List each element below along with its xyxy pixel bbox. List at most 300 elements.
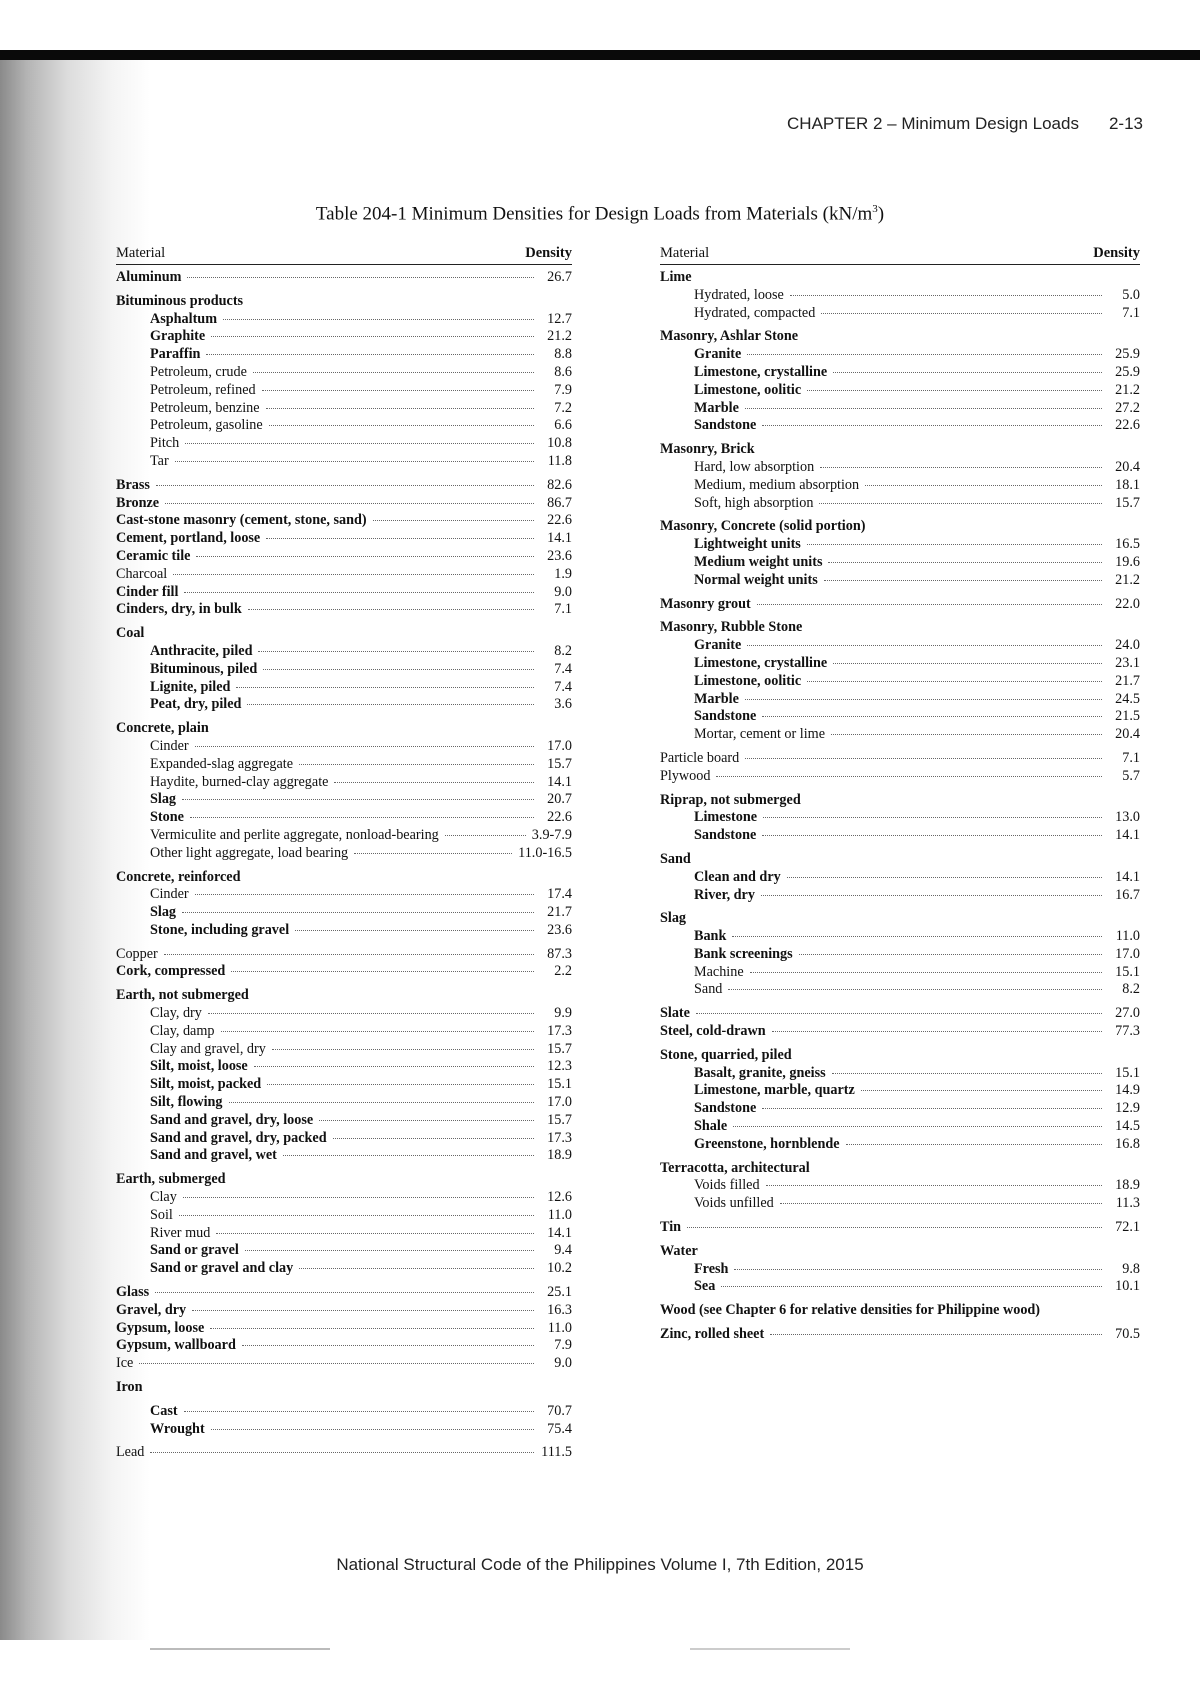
material-row <box>116 1242 572 1260</box>
material-name: Hard, low absorption <box>694 458 815 475</box>
density-value: 27.2 <box>1115 399 1140 416</box>
density-value: 15.7 <box>1115 494 1140 511</box>
dot-leader <box>242 1344 534 1346</box>
density-value: 17.3 <box>547 1022 572 1039</box>
material-name: Anthracite, piled <box>150 642 253 659</box>
density-value: 23.6 <box>547 547 572 564</box>
dot-leader <box>780 1202 1102 1204</box>
material-name: Bank screenings <box>694 945 793 962</box>
dot-leader <box>211 1428 534 1430</box>
dot-leader <box>283 1154 534 1156</box>
material-row <box>116 400 572 418</box>
density-value: 22.6 <box>547 809 572 826</box>
material-group-row <box>660 1160 1140 1178</box>
material-row <box>660 946 1140 964</box>
dot-leader <box>770 1333 1102 1335</box>
density-value: 16.8 <box>1115 1135 1140 1152</box>
material-name: Medium, medium absorption <box>694 476 860 493</box>
density-value: 27.0 <box>1115 1005 1140 1022</box>
dot-leader <box>211 335 534 337</box>
material-row <box>116 328 572 346</box>
density-value: 17.4 <box>547 886 572 903</box>
density-value: 7.1 <box>1122 749 1140 766</box>
dot-leader <box>865 484 1102 486</box>
density-value: 2.2 <box>554 963 572 980</box>
density-value: 21.2 <box>1115 381 1140 398</box>
left-column <box>116 244 572 1462</box>
left-column-header <box>116 244 572 265</box>
material-row <box>660 536 1140 554</box>
material-name: Clay, dry <box>150 1005 202 1022</box>
material-group-row <box>660 1047 1140 1065</box>
density-value: 9.0 <box>554 583 572 600</box>
material-row <box>660 673 1140 691</box>
chapter-title: CHAPTER 2 – Minimum Design Loads <box>787 114 1079 133</box>
material-name: Cement, portland, loose <box>116 530 261 547</box>
material-name: Masonry, Concrete (solid portion) <box>660 518 866 535</box>
dot-leader <box>772 1030 1102 1032</box>
material-row <box>660 809 1140 827</box>
density-value: 22.0 <box>1115 595 1140 612</box>
dot-leader <box>208 1012 534 1014</box>
density-value: 111.5 <box>541 1444 572 1461</box>
material-group-row <box>116 987 572 1005</box>
density-value: 25.1 <box>547 1284 572 1301</box>
material-name: Normal weight units <box>694 571 818 588</box>
density-value: 8.8 <box>554 346 572 363</box>
material-name: Limestone, oolitic <box>694 672 802 689</box>
material-row <box>660 827 1140 845</box>
material-row <box>116 1005 572 1023</box>
material-name: Iron <box>116 1379 143 1396</box>
material-name: Cinder <box>150 886 189 903</box>
material-row <box>116 548 572 566</box>
scan-bottom-mark <box>150 1648 330 1650</box>
material-name: Sand <box>660 850 691 867</box>
material-row <box>660 400 1140 418</box>
material-row <box>116 922 572 940</box>
running-header <box>787 114 1143 134</box>
dot-leader <box>828 561 1102 563</box>
material-row <box>660 554 1140 572</box>
material-name: Brass <box>116 476 150 493</box>
dot-leader <box>807 543 1102 545</box>
material-name: Stone, quarried, piled <box>660 1046 792 1063</box>
density-value: 16.3 <box>547 1301 572 1318</box>
density-value: 20.4 <box>1115 458 1140 475</box>
material-name: Silt, moist, loose <box>150 1058 248 1075</box>
density-value: 14.1 <box>547 530 572 547</box>
material-row <box>660 691 1140 709</box>
dot-leader <box>334 781 534 783</box>
dot-leader <box>266 407 534 409</box>
material-row <box>660 417 1140 435</box>
material-name: Limestone, oolitic <box>694 381 802 398</box>
material-name: Zinc, rolled sheet <box>660 1326 765 1343</box>
material-name: Shale <box>694 1118 728 1135</box>
material-row <box>116 453 572 471</box>
material-row <box>660 1100 1140 1118</box>
material-row <box>116 1225 572 1243</box>
material-name: Charcoal <box>116 565 168 582</box>
dot-leader <box>807 389 1102 391</box>
dot-leader <box>354 852 512 854</box>
density-value: 77.3 <box>1115 1023 1140 1040</box>
material-group-row <box>660 441 1140 459</box>
density-value: 15.1 <box>547 1076 572 1093</box>
density-value: 14.1 <box>547 773 572 790</box>
dot-leader <box>263 668 534 670</box>
material-name: Petroleum, crude <box>150 363 247 380</box>
dot-leader <box>762 1107 1102 1109</box>
material-name: Slate <box>660 1005 690 1022</box>
density-value: 17.0 <box>547 1094 572 1111</box>
material-row <box>660 1005 1140 1023</box>
material-row <box>116 530 572 548</box>
density-value: 21.7 <box>547 904 572 921</box>
material-row <box>116 584 572 602</box>
dot-leader <box>231 970 534 972</box>
material-name: Water <box>660 1242 698 1259</box>
material-name: Petroleum, refined <box>150 381 256 398</box>
density-value: 25.9 <box>1115 346 1140 363</box>
dot-leader <box>790 294 1102 296</box>
material-name: Stone, including gravel <box>150 921 290 938</box>
material-group-row <box>660 792 1140 810</box>
material-row <box>116 1112 572 1130</box>
material-row <box>660 981 1140 999</box>
dot-leader <box>190 816 534 818</box>
material-group-row <box>660 619 1140 637</box>
material-name: River mud <box>150 1224 211 1241</box>
material-row <box>116 756 572 774</box>
material-row <box>116 1421 572 1439</box>
material-row <box>660 1118 1140 1136</box>
material-row <box>116 566 572 584</box>
material-name: Particle board <box>660 749 740 766</box>
density-value: 75.4 <box>547 1420 572 1437</box>
dot-leader <box>184 1410 534 1412</box>
density-value: 5.0 <box>1122 286 1140 303</box>
density-value: 10.2 <box>547 1260 572 1277</box>
density-value: 11.0-16.5 <box>518 844 572 861</box>
material-row <box>116 963 572 981</box>
material-row <box>660 287 1140 305</box>
material-name: Masonry, Brick <box>660 441 755 458</box>
density-value: 15.1 <box>1115 963 1140 980</box>
density-value: 8.2 <box>1122 981 1140 998</box>
material-name: Petroleum, gasoline <box>150 417 263 434</box>
material-name: Petroleum, benzine <box>150 399 260 416</box>
density-value: 8.2 <box>554 642 572 659</box>
material-group-row <box>660 1243 1140 1261</box>
material-name: Gravel, dry <box>116 1301 187 1318</box>
table-title-superscript: 3 <box>872 203 878 215</box>
dot-leader <box>299 763 534 765</box>
density-value: 9.4 <box>554 1242 572 1259</box>
material-name: Limestone, crystalline <box>694 654 828 671</box>
density-value: 21.2 <box>1115 571 1140 588</box>
page-number: 2-13 <box>1108 114 1143 133</box>
material-name: Greenstone, hornblende <box>694 1135 840 1152</box>
material-row <box>660 964 1140 982</box>
material-row <box>660 495 1140 513</box>
density-value: 17.0 <box>1115 945 1140 962</box>
density-value: 19.6 <box>1115 553 1140 570</box>
table-title-end: ) <box>877 203 885 225</box>
right-column <box>660 244 1140 1344</box>
material-row <box>116 417 572 435</box>
density-value: 9.8 <box>1122 1260 1140 1277</box>
material-row <box>116 601 572 619</box>
material-row <box>116 1058 572 1076</box>
density-value: 3.6 <box>554 696 572 713</box>
material-name: Lime <box>660 269 692 285</box>
material-name: Graphite <box>150 328 206 345</box>
density-value: 16.5 <box>1115 536 1140 553</box>
density-value: 10.8 <box>547 435 572 452</box>
material-group-row <box>660 1302 1140 1320</box>
dot-leader <box>221 1030 535 1032</box>
material-name: Slag <box>150 791 177 808</box>
density-value: 21.5 <box>1115 708 1140 725</box>
material-row <box>660 1136 1140 1154</box>
density-value: 9.0 <box>554 1355 572 1372</box>
material-name: Sandstone <box>694 827 757 844</box>
material-group-row <box>116 293 572 311</box>
table-title <box>0 203 1200 225</box>
dot-leader <box>236 686 534 688</box>
material-row <box>660 1023 1140 1041</box>
dot-leader <box>687 1226 1102 1228</box>
material-row <box>660 1065 1140 1083</box>
dot-leader <box>179 1214 534 1216</box>
material-name: Slag <box>660 910 687 927</box>
density-value: 7.9 <box>554 1337 572 1354</box>
scan-top-border <box>0 50 1200 60</box>
material-name: Sea <box>694 1278 716 1295</box>
material-row <box>660 1278 1140 1296</box>
density-value: 11.0 <box>547 1319 572 1336</box>
density-value: 70.7 <box>547 1402 572 1419</box>
density-value: 14.9 <box>1115 1082 1140 1099</box>
material-name: Fresh <box>694 1260 729 1277</box>
material-row <box>116 774 572 792</box>
dot-leader <box>696 1012 1102 1014</box>
dot-leader <box>787 876 1102 878</box>
density-value: 15.7 <box>547 1111 572 1128</box>
material-row <box>660 305 1140 323</box>
dot-leader <box>295 929 534 931</box>
material-row <box>660 1261 1140 1279</box>
material-row <box>660 1082 1140 1100</box>
material-name: Stone <box>150 809 184 826</box>
dot-leader <box>165 502 534 504</box>
material-row <box>660 869 1140 887</box>
dot-leader <box>750 971 1102 973</box>
dot-leader <box>182 798 534 800</box>
dot-leader <box>732 935 1102 937</box>
density-value: 14.1 <box>1115 827 1140 844</box>
material-row <box>116 1147 572 1165</box>
table-title-text: Table 204-1 Minimum Densities for Design Loads from Materials (kN/m <box>315 203 873 225</box>
material-group-row <box>660 910 1140 928</box>
dot-leader <box>195 893 534 895</box>
density-value: 7.4 <box>554 678 572 695</box>
density-value: 3.9-7.9 <box>531 826 572 843</box>
material-name: Voids unfilled <box>694 1195 774 1212</box>
material-row <box>116 1355 572 1373</box>
dot-leader <box>333 1137 534 1139</box>
density-value: 13.0 <box>1115 809 1140 826</box>
density-value: 17.0 <box>547 737 572 754</box>
material-row <box>660 655 1140 673</box>
dot-leader <box>229 1101 534 1103</box>
material-name: Earth, not submerged <box>116 987 249 1004</box>
material-name: Masonry, Ashlar Stone <box>660 328 799 345</box>
dot-leader <box>210 1327 534 1329</box>
density-value: 21.7 <box>1115 672 1140 689</box>
dot-leader <box>258 650 534 652</box>
material-row <box>116 696 572 714</box>
density-value: 14.1 <box>1115 868 1140 885</box>
material-row <box>660 637 1140 655</box>
dot-leader <box>745 757 1102 759</box>
right-rows <box>660 269 1140 1344</box>
density-value: 18.1 <box>1115 476 1140 493</box>
density-value: 22.6 <box>1115 417 1140 434</box>
density-value: 18.9 <box>1115 1177 1140 1194</box>
dot-leader <box>821 312 1102 314</box>
dot-leader <box>861 1089 1102 1091</box>
material-row <box>116 435 572 453</box>
material-name: Limestone, crystalline <box>694 363 828 380</box>
density-value: 16.7 <box>1115 886 1140 903</box>
density-value: 22.6 <box>547 512 572 529</box>
material-name: Lignite, piled <box>150 678 231 695</box>
material-row <box>116 477 572 495</box>
density-header: Density <box>1093 245 1140 261</box>
material-name: Other light aggregate, load bearing <box>150 844 349 861</box>
left-rows <box>116 269 572 1462</box>
material-name: Ice <box>116 1355 134 1372</box>
dot-leader <box>150 1451 534 1453</box>
material-name: Ceramic tile <box>116 547 191 564</box>
material-group-row <box>660 269 1140 287</box>
material-row <box>116 827 572 845</box>
material-row <box>116 1130 572 1148</box>
material-row <box>116 1189 572 1207</box>
material-row <box>660 1195 1140 1213</box>
dot-leader <box>833 371 1102 373</box>
material-group-row <box>116 625 572 643</box>
density-value: 26.7 <box>547 269 572 285</box>
dot-leader <box>833 662 1102 664</box>
density-value: 12.6 <box>547 1189 572 1206</box>
dot-leader <box>762 715 1102 717</box>
material-row <box>116 1403 572 1421</box>
material-row <box>116 1207 572 1225</box>
material-row <box>116 845 572 863</box>
dot-leader <box>262 389 534 391</box>
density-value: 15.1 <box>1115 1064 1140 1081</box>
dot-leader <box>182 911 534 913</box>
material-row <box>660 596 1140 614</box>
material-row <box>660 459 1140 477</box>
material-name: Silt, flowing <box>150 1094 223 1111</box>
dot-leader <box>733 1125 1102 1127</box>
material-group-row <box>660 518 1140 536</box>
material-name: Bituminous products <box>116 292 244 309</box>
material-group-row <box>116 720 572 738</box>
dot-leader <box>445 834 526 836</box>
material-name: Terracotta, architectural <box>660 1159 810 1176</box>
density-value: 23.6 <box>547 921 572 938</box>
material-name: Clean and dry <box>694 868 781 885</box>
density-value: 11.8 <box>547 452 572 469</box>
material-name: Mortar, cement or lime <box>694 726 826 743</box>
material-row <box>116 1320 572 1338</box>
density-value: 20.4 <box>1115 726 1140 743</box>
material-row <box>660 928 1140 946</box>
density-value: 7.9 <box>554 381 572 398</box>
material-name: Lead <box>116 1444 145 1461</box>
dot-leader <box>373 519 534 521</box>
dot-leader <box>799 953 1102 955</box>
dot-leader <box>721 1285 1102 1287</box>
dot-leader <box>248 608 534 610</box>
material-name: Steel, cold-drawn <box>660 1023 766 1040</box>
material-group-row <box>116 1171 572 1189</box>
dot-leader <box>247 703 534 705</box>
material-name: Machine <box>694 963 744 980</box>
dot-leader <box>267 1083 534 1085</box>
material-name: Sand or gravel <box>150 1242 239 1259</box>
material-row <box>660 1326 1140 1344</box>
material-row <box>660 1219 1140 1237</box>
dot-leader <box>763 816 1102 818</box>
material-row <box>660 364 1140 382</box>
material-name: Medium weight units <box>694 553 823 570</box>
dot-leader <box>716 775 1102 777</box>
material-name: Expanded-slag aggregate <box>150 755 293 772</box>
density-value: 24.5 <box>1115 690 1140 707</box>
dot-leader <box>254 1065 534 1067</box>
material-row <box>116 791 572 809</box>
density-value: 5.7 <box>1122 767 1140 784</box>
material-row <box>116 809 572 827</box>
dot-leader <box>164 953 534 955</box>
dot-leader <box>269 424 534 426</box>
density-value: 87.3 <box>547 945 572 962</box>
material-name: Lightweight units <box>694 536 801 553</box>
density-value: 21.2 <box>547 328 572 345</box>
density-value: 10.1 <box>1115 1278 1140 1295</box>
page-footer: National Structural Code of the Philippines Volume I, 7th Edition, 2015 <box>336 1555 864 1574</box>
density-value: 9.9 <box>554 1005 572 1022</box>
material-name: Haydite, burned-clay aggregate <box>150 773 329 790</box>
material-name: Glass <box>116 1284 150 1301</box>
material-group-row <box>660 328 1140 346</box>
material-name: Clay, damp <box>150 1022 215 1039</box>
material-name: Bronze <box>116 494 160 511</box>
material-name: Masonry grout <box>660 595 751 612</box>
scan-bottom-mark <box>690 1648 850 1650</box>
material-name: Clay and gravel, dry <box>150 1040 266 1057</box>
material-name: Hydrated, compacted <box>694 304 816 321</box>
dot-leader <box>747 353 1102 355</box>
dot-leader <box>139 1362 534 1364</box>
